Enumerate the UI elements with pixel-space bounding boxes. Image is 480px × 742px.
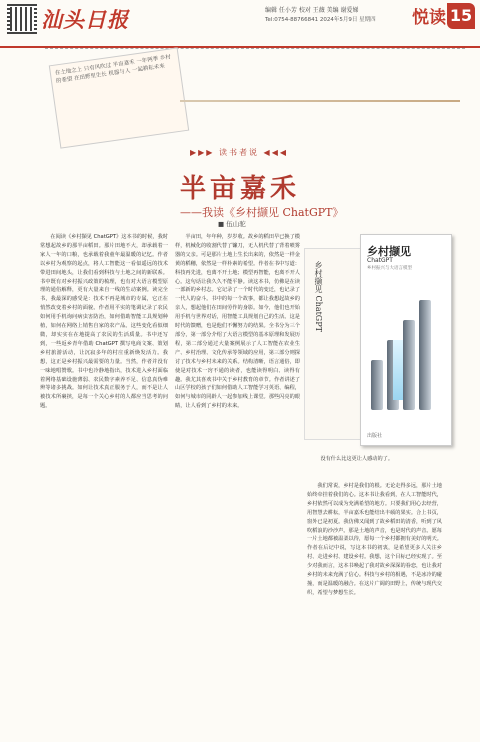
decorative-ribbon [180, 100, 460, 102]
book-title: 乡村撷见 [367, 245, 411, 258]
newspaper-logo: 汕头日报 [41, 7, 129, 32]
page-header [0, 0, 480, 48]
book-tagline: 乡村振兴与大语言模型 [367, 266, 412, 271]
body-text: 在阅读《乡村撷见 ChatGPT》这本书的时候，我时常想起故乡的那半亩稻田。那片田地不大，却承载着一家人一年的口粮，也承载着我童年最温暖的记忆。作者以乡村为观察的起点，将人工智能这一看似遥远的技术带进田间地头，让我们看到科技与土地之间的新联系。书中既有对乡村振兴政策的梳理，也有对大语言模型原理的通俗解释，更有大量来自一线的生动案例。读完全书，我最深的感受是：技术不再是城市的专属，它正在悄然改变着乡村的面貌。作者用平实的笔调记录了农民如何用手机询问病虫害防治，如何借助智能工具规划种植，如何在网络上销售自家的农产品。这些变化看似细微，却实实在在地提高了农民的生活质量。书中还写到，一些返乡青年借助 ChatGPT 撰写电商文案、策划乡村旅游活动，让沉寂多年的村庄重新焕发活力。我想，这正是乡村振兴最需要的力量。当然，作者并没有一味地唱赞歌。书中也冷静地指出，技术进入乡村面临着网络基础设施薄弱、农民数字素养不足、信息真伪难辨等诸多挑战。如何让技术真正服务于人，而不是让人被技术所裹挟，是每一个关心乡村的人都应当思考的问题。 [40, 234, 168, 410]
body-column-1 [40, 233, 168, 738]
page-number: 15 [447, 3, 475, 29]
article-author: ■ 伍山驼 [218, 220, 246, 228]
poem-card: 在土地之上 只有风吹过 半亩嘉禾 一年两季 乡村的希望 在田野里生长 机器与人 一起耕耘未来 [49, 47, 189, 148]
book-subtitle: ChatGPT [367, 257, 393, 264]
column-heading: ▶▶▶ 读书者说 ◀◀◀ [190, 148, 288, 157]
body-text: 半亩田，年年种，岁岁收。故乡的稻田早已换了模样，机械化的收割代替了镰刀，无人机代替了背着喷雾器的父亲。可是那片土地上生长出来的，依然是一样金黄的稻穗，依然是一样朴素的希望。作者在书中写道：科技再先进，也离不开土地；模型再智能，也离不开人心。这句话让我久久不能平静。读这本书，仿佛是在读一部新的乡村志。它记录了一个时代的变迁，也记录了一代人的奋斗。书中的每一个故事，都让我想起故乡的亲人，想起他们在田间劳作的身影。如今，他们也开始用手机与世界对话，用智能工具规划自己的生活。这是时代的馈赠，也是他们不懈努力的结果。全书分为三个部分，第一部分介绍了大语言模型的基本原理和发展历程，第二部分通过大量案例展示了人工智能在农业生产、乡村治理、文化传承等领域的应用，第三部分则探讨了技术与乡村未来的关系。结构清晰，语言通俗，即使是对技术一窍不通的读者，也能读得明白、读得有趣。我尤其喜欢书中关于乡村教育的章节。作者讲述了山区学校的孩子们如何借助人工智能学习英语、编程，如何与城市的同龄人一起参加线上课堂。那些闪亮的眼睛，让人看到了乡村的未来。 [175, 234, 300, 410]
editor-credits: 编辑 任小芳 校对 王薇 美编 谢爱娣 [265, 7, 359, 14]
qr-code-icon [7, 4, 37, 34]
book-back-text: 乡村撷见 ChatGPT [314, 261, 323, 332]
body-text: 我们常说，乡村是我们的根。无论走得多远，那片土地始终牵挂着我们的心。这本书让我看到，在人工智能时代，乡村依然可以成为充满希望的地方。只要我们用心去经营，用智慧去耕耘，半亩嘉禾也能结出丰硕的果实。合上书页，窗外已是初夏。我仿佛又闻到了故乡稻田的清香，听到了风吹稻浪的沙沙声。那是土地的声音，也是时代的声音。愿每一片土地都被温柔以待，愿每一个乡村都拥有美好的明天。作者在后记中说，写这本书的初衷，是希望更多人关注乡村、走进乡村、建设乡村。我想，这个目标已经实现了。至少对我而言，这本书唤起了我对故乡深深的眷恋，也让我对乡村的未来充满了信心。科技与乡村的相遇，不是冰冷的碰撞，而是温暖的融合。在这片广阔的田野上，传统与现代交织，希望与梦想生长。 [307, 483, 442, 596]
body-text: 没有什么比这更让人感动的了。 [320, 456, 394, 462]
body-column-3 [307, 482, 442, 738]
date-line: Tel:0754-88766841 2024年5月9日 星期四 [265, 17, 376, 23]
cover-illustration [367, 290, 447, 410]
article-title: 半亩嘉禾 [179, 174, 300, 204]
book-front [360, 234, 452, 446]
section-name: 悦读 [412, 8, 446, 28]
book-publisher: 出版社 [367, 433, 383, 439]
body-column-3-top [310, 455, 440, 479]
book-cover-image [302, 234, 452, 449]
body-column-2 [175, 233, 300, 738]
article-subtitle: ——我读《乡村撷见 ChatGPT》 [180, 206, 344, 219]
